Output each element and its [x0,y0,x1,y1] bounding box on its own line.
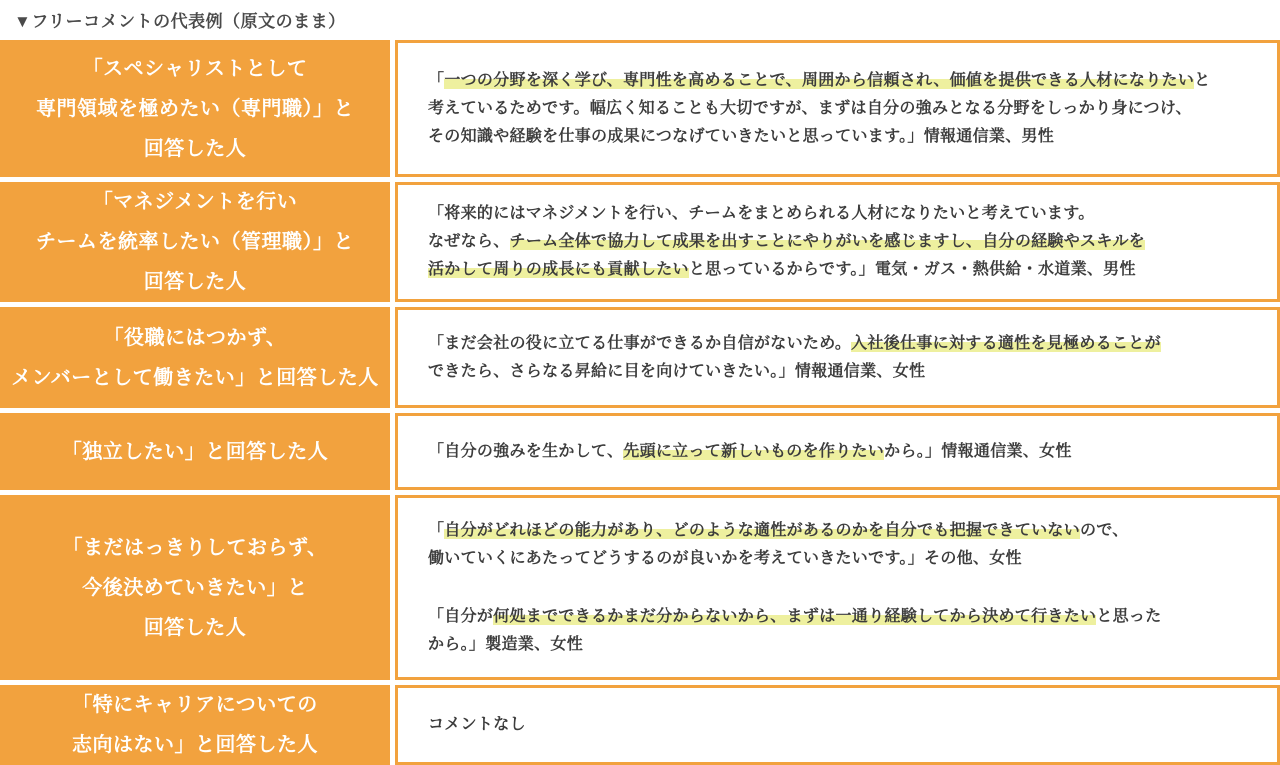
plain-text: と [1194,71,1211,89]
respondent-label [0,307,390,408]
comment-text [428,438,1253,466]
table-row [0,413,1280,490]
comment-line [428,200,1253,228]
comment-text [428,67,1253,151]
comment-text [428,517,1253,573]
plain-text: 「将来的にはマネジメントを行い、チームをまとめられる人材になりたいと考えています。 [428,205,1095,222]
plain-text: 「 [428,71,445,89]
respondent-label-text: 「まだはっきりしておらず、 今後決めていきたい」と 回答した人 [62,536,328,639]
respondent-label [0,182,390,302]
comment-line [428,438,1253,466]
plain-text: なぜなら、 [428,233,510,250]
comment-line [428,95,1253,123]
plain-text: 「 [428,521,445,539]
comment-line [428,256,1253,284]
comment-cell [395,307,1280,408]
table-row [0,685,1280,765]
comment-line [428,67,1253,95]
comment-table [0,40,1280,765]
plain-text: 「まだ会社の役に立てる仕事ができるか自信がないため。 [428,334,852,352]
plain-text: その知識や経験を仕事の成果につなげていきたいと思っています。」情報通信業、男性 [428,127,1055,145]
highlighted-text: チーム全体で協力して成果を出すことにやりがいを感じますし、自分の経験やスキルを [509,233,1146,250]
plain-text: と思っているからです。」電気・ガス・熱供給・水道業、男性 [688,261,1136,278]
comment-line [428,358,1253,386]
triangle-marker-and-title: ▼フリーコメントの代表例（原文のまま） [14,11,346,31]
comment-text [428,711,1253,739]
respondent-label-text: 「役職にはつかず、 メンバーとして働きたい」と回答した人 [11,326,379,389]
plain-text: から。」情報通信業、女性 [884,442,1072,460]
plain-text: ので、 [1080,521,1129,539]
plain-text: できたら、さらなる昇給に目を向けていきたい。」情報通信業、女性 [428,362,926,380]
page-title [0,0,1280,40]
plain-text: 考えているためです。幅広く知ることも大切ですが、まずは自分の強みとなる分野をしっかり身につけ、 [428,99,1192,117]
comment-cell [395,182,1280,302]
plain-text: コメントなし [428,716,526,733]
table-row [0,495,1280,680]
respondent-label [0,40,390,177]
highlighted-text: 自分がどれほどの能力があり、どのような適性があるのかを自分でも把握できていない [444,521,1081,539]
comment-text [428,200,1253,284]
comment-text [428,603,1253,659]
respondent-label-text: 「特にキャリアについての 志向はない」と回答した人 [72,694,318,756]
plain-text: 働いていくにあたってどうするのが良いかを考えていきたいです。」その他、女性 [428,549,1022,567]
highlighted-text: 入社後仕事に対する適性を見極めることが [851,334,1161,352]
comment-line [428,228,1253,256]
highlighted-text: 活かして周りの成長にも貢献したい [428,261,689,278]
comment-line [428,631,1253,659]
table-row [0,40,1280,177]
plain-text: から。」製造業、女性 [428,635,584,653]
comment-line [428,517,1253,545]
comment-line [428,603,1253,631]
comment-cell [395,40,1280,177]
respondent-label-text: 「マネジメントを行い チームを統率したい（管理職）」と 回答した人 [36,191,354,293]
highlighted-text: 先頭に立って新しいものを作りたい [623,442,885,460]
plain-text: 「自分が [428,607,494,625]
plain-text: 「自分の強みを生かして、 [428,442,624,460]
comment-line [428,330,1253,358]
highlighted-text: 一つの分野を深く学び、専門性を高めることで、周囲から信頼され、価値を提供できる人材になりたい [444,71,1195,89]
comment-text [428,330,1253,386]
respondent-label-text: 「独立したい」と回答した人 [61,440,329,463]
comment-cell [395,495,1280,680]
table-row [0,182,1280,302]
highlighted-text: 何処までできるかまだ分からないから、まずは一通り経験してから決めて行きたい [493,607,1097,625]
respondent-label [0,495,390,680]
respondent-label [0,413,390,490]
comment-line [428,545,1253,573]
plain-text: と思った [1096,607,1162,625]
respondent-label [0,685,390,765]
comment-cell [395,685,1280,765]
respondent-label-text: 「スペシャリストとして 専門領域を極めたい（専門職）」と 回答した人 [36,57,354,160]
comment-line [428,123,1253,151]
comment-cell [395,413,1280,490]
table-row [0,307,1280,408]
comment-line [428,711,1253,739]
